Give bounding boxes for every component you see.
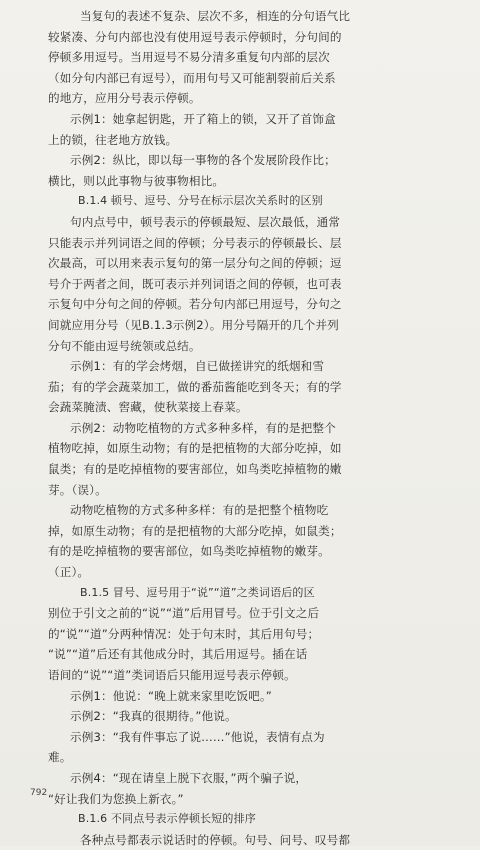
section-heading: B.1.5 冒号、逗号用于“说”“道”之类词语后的区 bbox=[80, 585, 315, 599]
text-line: 有的是吃掉植物的要害部位，如鸟类吃掉植物的嫩芽。 bbox=[48, 544, 330, 559]
text-line: “好让我们为您换上新衣。” bbox=[48, 791, 184, 806]
text-line: 鼠类；有的是吃掉植物的要害部位，如鸟类吃掉植物的嫩 bbox=[48, 462, 342, 477]
text-line: 别位于引文之前的“说”“道”后用冒号。位于引文之后 bbox=[48, 606, 320, 621]
text-line: 会蔬菜腌渍、窖藏，使秋菜接上春菜。 bbox=[48, 400, 248, 415]
text-line: 停顿多用逗号。当用逗号不易分清多重复句内部的层次 bbox=[48, 50, 330, 65]
text-line: 句内点号中，顿号表示的停顿最短、层次最低，通常 bbox=[70, 214, 341, 229]
text-line: 难。 bbox=[48, 750, 72, 765]
text-line: 各种点号都表示说话时的停顿。句号、问号、叹号都 bbox=[80, 832, 351, 847]
text-line: 的地方，应用分号表示停顿。 bbox=[48, 91, 201, 106]
text-line: 茄；有的学会蔬菜加工，做的番茄酱能吃到冬天；有的学 bbox=[48, 379, 342, 394]
text-line: 较紧凑、分句内部也没有使用逗号表示停顿时，分句间的 bbox=[48, 29, 342, 44]
text-line: 示例4：“现在请皇上脱下衣服，”两个骗子说， bbox=[70, 770, 308, 785]
section-heading: B.1.6 不同点号表示停顿长短的排序 bbox=[78, 812, 256, 826]
text-line: 示例1：有的学会烤烟，自已做搓讲究的纸烟和雪 bbox=[70, 359, 325, 374]
text-line: 示例2：动物吃植物的方式多种多样，有的是把整个 bbox=[70, 420, 336, 435]
text-line: 植物吃掉，如原生动物；有的是把植物的大部分吃掉，如 bbox=[48, 441, 342, 456]
text-line: 示例2：“我真的很期待。”他说。 bbox=[70, 709, 237, 724]
text-line: 动物吃植物的方式多种多样：有的是把整个植物吃 bbox=[70, 503, 329, 518]
section-heading: B.1.4 顿号、逗号、分号在标示层次关系时的区别 bbox=[78, 194, 323, 208]
text-line: 分句不能由逗号统领或总结。 bbox=[48, 338, 201, 353]
text-line: 只能表示并列词语之间的停顿；分号表示的停顿最长、层 bbox=[48, 235, 342, 250]
text-line: 示例1：她拿起钥匙，开了箱上的锁，又开了首饰盒 bbox=[70, 111, 336, 126]
text-line: 掉，如原生动物；有的是把植物的大部分吃掉，如鼠类； bbox=[48, 523, 342, 538]
text-line: 横比，则以此事物与彼事物相比。 bbox=[48, 173, 225, 188]
text-line: 间就应用分号（见B.1.3示例2）。用分号隔开的几个并列 bbox=[48, 317, 339, 332]
text-line: （如分句内部已有逗号），而用句号又可能割裂前后关系 bbox=[48, 70, 336, 85]
text-line: 当复句的表述不复杂、层次不多，相连的分句语气比 bbox=[80, 9, 351, 23]
text-line: 示例1：他说：“晚上就来家里吃饭吧。” bbox=[70, 688, 272, 703]
text-line: 上的锁，往老地方放钱。 bbox=[48, 132, 178, 147]
text-line: 号介于两者之间，既可表示并列词语之间的停顿，也可表 bbox=[48, 276, 342, 291]
page-number: 792 bbox=[30, 788, 48, 798]
text-line: （正）。 bbox=[48, 565, 90, 580]
text-line: 语间的“说”“道”类词语后只能用逗号表示停顿。 bbox=[48, 668, 296, 682]
text-line: “说”“道”后还有其他成分时，其后用逗号。插在话 bbox=[48, 647, 308, 662]
text-line: 示例2：纵比，即以每一事物的各个发展阶段作比； bbox=[70, 153, 336, 168]
text-line: 示例3：“我有件事忘了说……”他说，表情有点为 bbox=[70, 729, 325, 744]
text-line: 的“说”“道”分两种情况：处于句末时，其后用句号； bbox=[48, 626, 320, 641]
text-line: 次最高，可以用来表示复句的第一层分句之间的停顿；逗 bbox=[48, 256, 342, 271]
text-line: 示复句中分句之间的停顿。若分句内部已用逗号，分句之 bbox=[48, 297, 342, 312]
body-text bbox=[48, 6, 448, 850]
text-line: 芽。（误）。 bbox=[48, 482, 107, 497]
